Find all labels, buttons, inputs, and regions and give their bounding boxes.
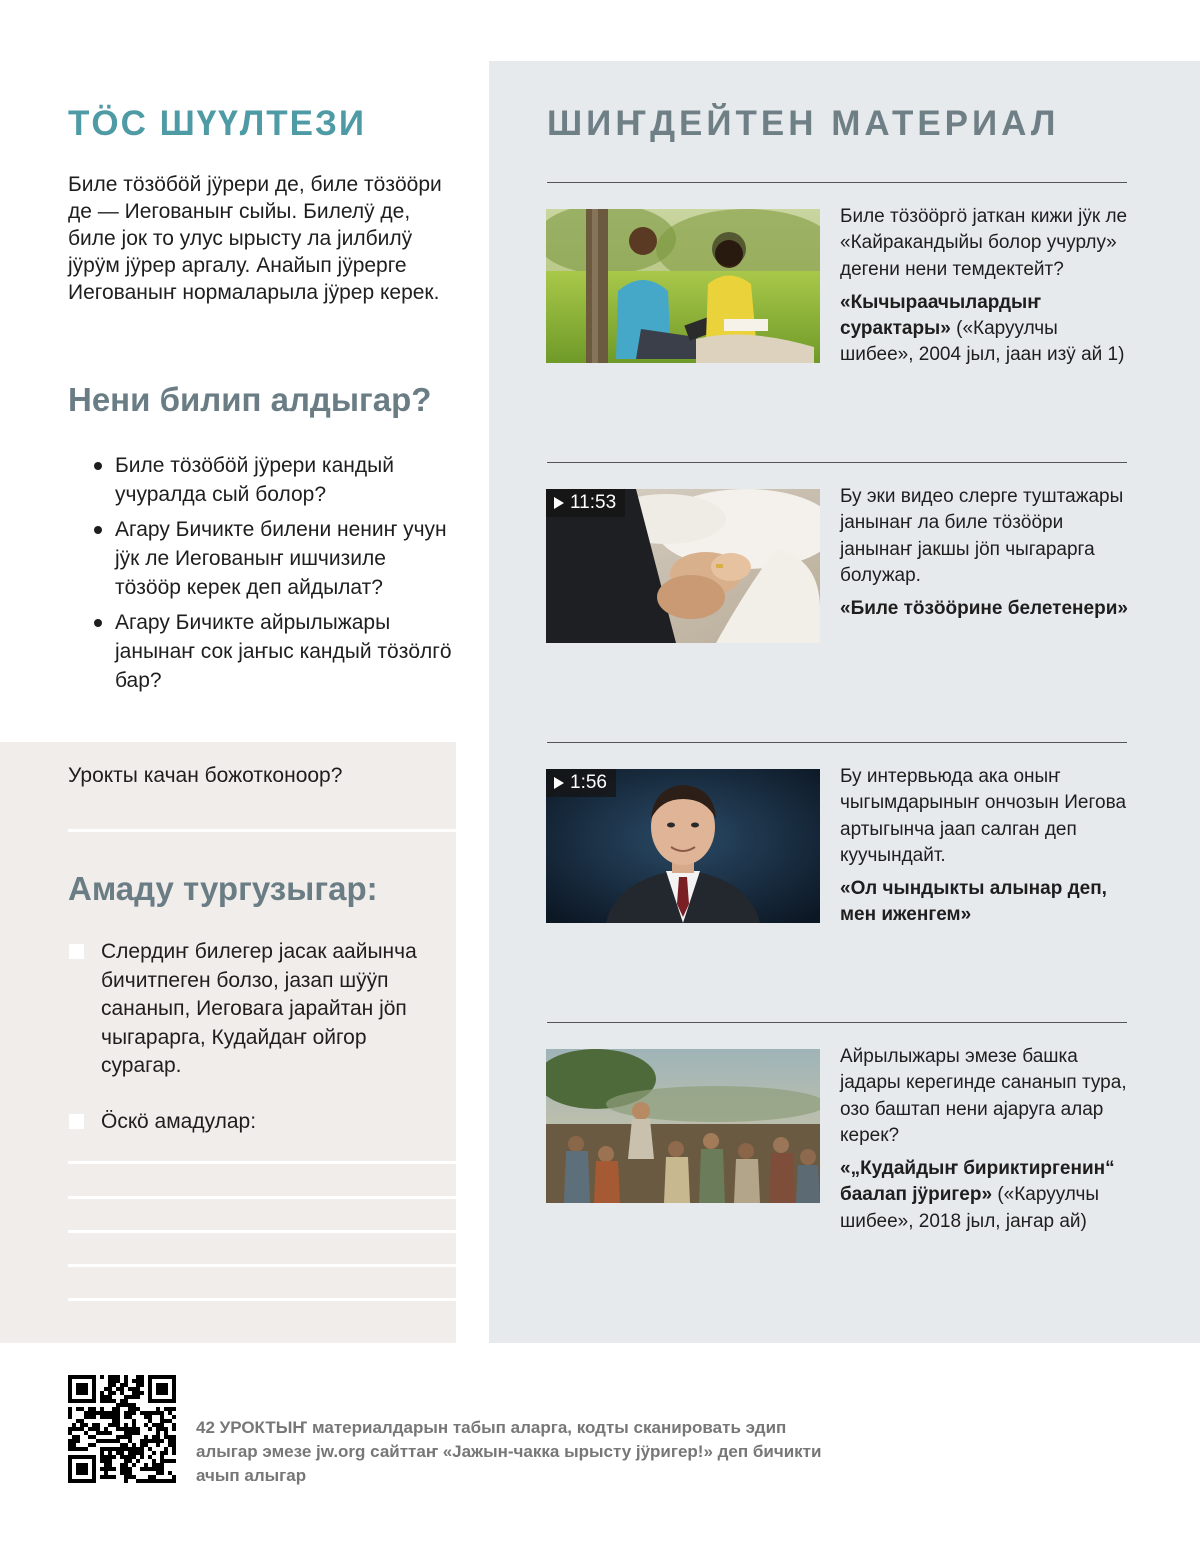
- qr-code-graphic: [68, 1375, 176, 1483]
- duration-label: 11:53: [570, 492, 617, 513]
- learned-list: [92, 451, 452, 701]
- item-description: Айрылыжары эмезе башка јадары керегинде сананып тура, озо баштап нени ајаруга алар керек?: [840, 1046, 1127, 1146]
- reference-source: («Каруулчы шибее», 2018 јыл, јаҥар ай): [840, 1184, 1100, 1232]
- reference-title[interactable]: «„Кудайдыҥ бириктиргенин“ баалап јӱригер»: [840, 1158, 1115, 1206]
- item-reference[interactable]: [840, 1156, 1130, 1235]
- goal-text: Слердиҥ билегер јасак аайынча бичитпеген болзо, јазап шӱӱп сананып, Иеговага јарайтан јӧп чыгарарга, Кудайдаҥ ойгор сурагар.: [101, 940, 417, 1077]
- deeper-item-4: [840, 1044, 1130, 1235]
- article-image[interactable]: [546, 209, 820, 363]
- write-line[interactable]: [68, 1196, 456, 1199]
- reference-title[interactable]: «Биле тӧзӧӧрине белетенери»: [840, 598, 1128, 620]
- write-line[interactable]: [68, 1298, 456, 1301]
- goal-checkbox[interactable]: [69, 1114, 84, 1129]
- deeper-item-3: [840, 764, 1130, 929]
- divider: [547, 182, 1127, 183]
- learned-item: Биле тӧзӧбӧй јӱрери кандый учуралда сый болор?: [92, 451, 452, 509]
- learned-item: Агару Бичикте билени нениҥ учун јӱк ле Иегованыҥ ишчизиле тӧзӧӧр керек деп айдылат?: [92, 515, 452, 602]
- review-question: Урокты качан божотконоор?: [68, 764, 343, 787]
- learned-item: Агару Бичикте айрылыжары јанынаҥ сок јаҥыс кандый тӧзӧлгӧ бар?: [92, 608, 452, 695]
- write-line[interactable]: [68, 829, 456, 832]
- deeper-item-1: [840, 204, 1130, 369]
- reference-title[interactable]: «Ол чындыкты алынар деп, мен иженгем»: [840, 878, 1107, 926]
- video-duration: [546, 489, 625, 517]
- play-icon: [554, 497, 564, 509]
- goal-item: [68, 1108, 418, 1137]
- main-thought-text: Биле тӧзӧбӧй јӱрери де, биле тӧзӧӧри де — Иегованыҥ сыйы. Билелӱ де, биле јок то улус ырысту ла јилбилӱ јӱрӱм јӱрер аргалу. Анайып јӱрерге Иегованыҥ нормаларыла јӱрер керек.: [68, 173, 442, 304]
- couple-reading-image: [546, 209, 820, 363]
- goal-text: Ӧскӧ амадулар:: [101, 1110, 257, 1133]
- divider: [547, 742, 1127, 743]
- footer-text: 42 УРОКТЫҤ материалдарын табып аларга, кодты сканировать эдип алыгар эмезе jw.org сайттаҥ «Јажын-чакка ырысту јӱригер!» деп бичикти ачып алыгар: [196, 1418, 822, 1485]
- goals-heading: Амаду тургузыгар:: [68, 870, 378, 907]
- video-thumbnail[interactable]: [546, 489, 820, 643]
- duration-label: 1:56: [570, 772, 607, 793]
- item-reference[interactable]: [840, 876, 1130, 929]
- divider: [547, 462, 1127, 463]
- video-duration: [546, 769, 616, 797]
- video-thumbnail[interactable]: [546, 769, 820, 923]
- item-description: Биле тӧзӧӧргӧ јаткан кижи јӱк ле «Кайракандыйы болор учурлу» дегени нени темдектейт?: [840, 206, 1128, 280]
- goal-checkbox[interactable]: [69, 944, 84, 959]
- crowd-teaching-image: [546, 1049, 820, 1203]
- item-reference[interactable]: [840, 596, 1130, 622]
- learned-heading: Нени билип алдыгар?: [68, 381, 432, 418]
- reference-source: («Каруулчы шибее», 2004 јыл, јаан изӱ ай 1): [840, 318, 1125, 366]
- goal-item: [68, 938, 418, 1081]
- write-line[interactable]: [68, 1161, 456, 1164]
- main-thought-heading: ТӦС ШҮҮЛТЕЗИ: [68, 104, 367, 143]
- write-line[interactable]: [68, 1230, 456, 1233]
- deeper-item-2: [840, 484, 1130, 622]
- write-line[interactable]: [68, 1264, 456, 1267]
- reference-title[interactable]: «Кычыраачылардыҥ сурактары»: [840, 291, 1041, 340]
- article-image[interactable]: [546, 1049, 820, 1203]
- play-icon: [554, 777, 564, 789]
- item-reference[interactable]: [840, 290, 1130, 369]
- deeper-heading: ШИҤДЕЙТЕН МАТЕРИАЛ: [547, 104, 1060, 143]
- divider: [547, 1022, 1127, 1023]
- item-description: Бу интервьюда ака оныҥ чыгымдарыныҥ ончозын Иегова артыгынча јаап салган деп куучындайт.: [840, 766, 1127, 866]
- item-description: Бу эки видео слерге туштажары јанынаҥ ла биле тӧзӧӧри јанынаҥ јакшы јӧп чыгарарга болужар.: [840, 486, 1124, 586]
- qr-code-icon[interactable]: [68, 1375, 176, 1483]
